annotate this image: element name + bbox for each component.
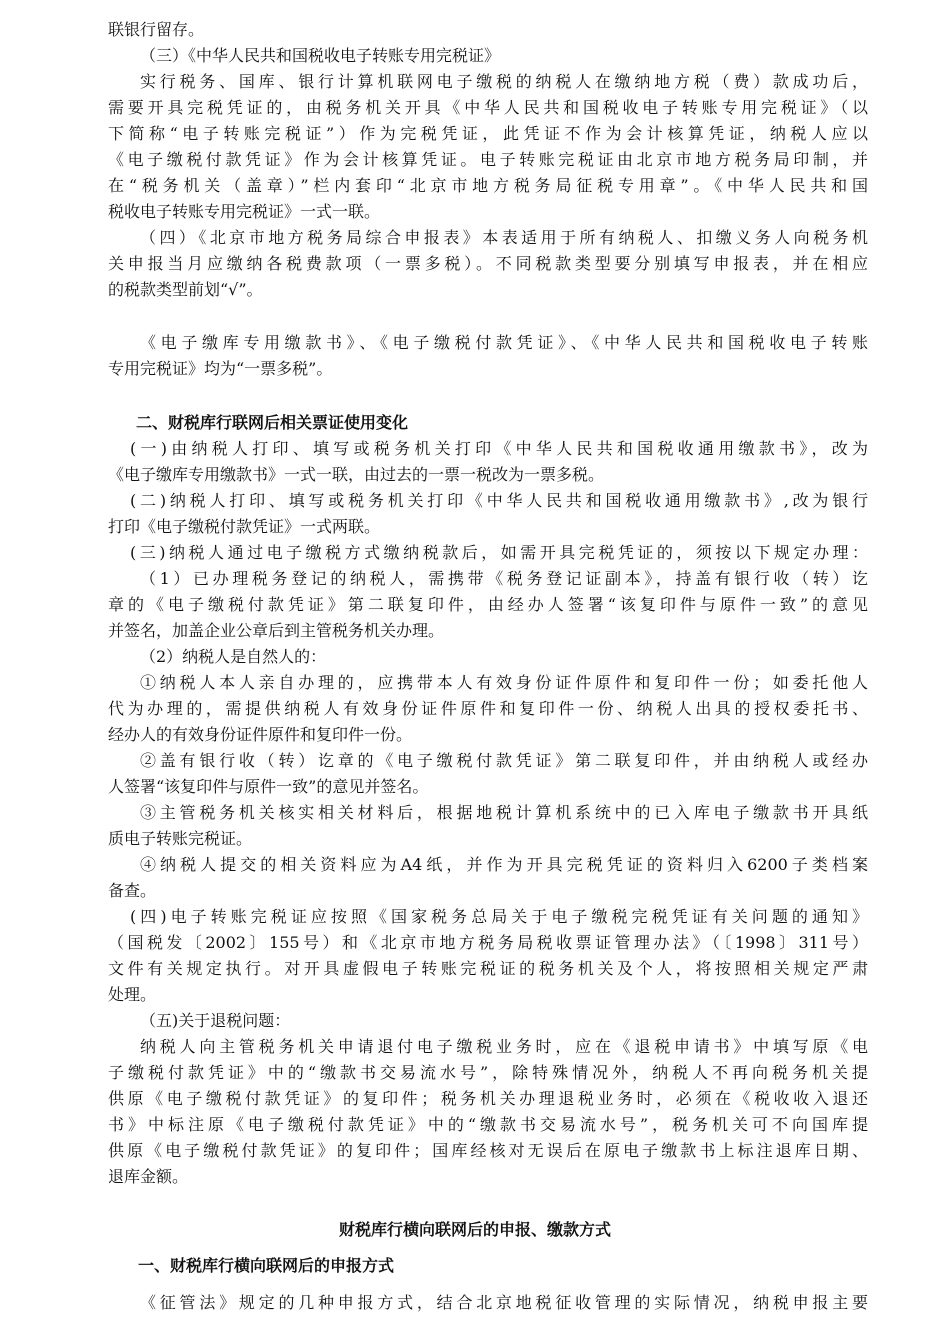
text-line: ③主管税务机关核实相关材料后，根据地税计算机系统中的已入库电子缴款书开具纸 — [140, 803, 868, 822]
text-line: （四）《北京市地方税务局综合申报表》本表适用于所有纳税人、扣缴义务人向税务机 — [140, 228, 868, 247]
text-line: （国税发〔2002〕155号）和《北京市地方税务局税收票证管理办法》（〔1998〕311号） — [108, 933, 868, 952]
text-line: 人签署“该复印件与原件一致”的意见并签名。 — [108, 777, 429, 796]
text-line: ②盖有银行收（转）讫章的《电子缴税付款凭证》第二联复印件，并由纳税人或经办 — [140, 751, 868, 770]
document-title: 财税库行横向联网后的申报、缴款方式 — [338, 1220, 611, 1239]
text-line: 退库金额。 — [108, 1167, 189, 1186]
text-line: 子缴税付款凭证》中的“缴款书交易流水号”，除特殊情况外，纳税人不再向税务机关提 — [108, 1063, 868, 1082]
text-line: 下简称“电子转账完税证”）作为完税凭证，此凭证不作为会计核算凭证，纳税人应以 — [108, 124, 868, 143]
text-line: （2）纳税人是自然人的： — [140, 647, 327, 666]
text-line: 质电子转账完税证。 — [108, 829, 253, 848]
text-line: 文件有关规定执行。对开具虚假电子转账完税证的税务机关及个人，将按照相关规定严肃 — [108, 959, 868, 978]
text-line: 联银行留存。 — [108, 20, 205, 39]
text-line: （1）已办理税务登记的纳税人，需携带《税务登记证副本》，持盖有银行收（转）讫 — [140, 569, 868, 588]
section-heading: 二、财税库行联网后相关票证使用变化 — [136, 413, 409, 432]
text-line: 《征管法》规定的几种申报方式，结合北京地税征收管理的实际情况，纳税申报主要 — [140, 1293, 868, 1312]
text-line: (四)电子转账完税证应按照《国家税务总局关于电子缴税完税凭证有关问题的通知》 — [130, 907, 868, 926]
text-line: (二)纳税人打印、填写或税务机关打印《中华人民共和国税收通用缴款书》,改为银行 — [130, 491, 868, 510]
subsection-heading: （三）《中华人民共和国税收电子转账专用完税证》 — [140, 46, 501, 65]
text-line: 实行税务、国库、银行计算机联网电子缴税的纳税人在缴纳地方税（费）款成功后， — [140, 72, 868, 91]
text-line: 的税款类型前划“√”。 — [108, 280, 263, 299]
text-line: 供原《电子缴税付款凭证》的复印件；税务机关办理退税业务时，必须在《税收收入退还 — [108, 1089, 868, 1108]
section-heading: 一、财税库行横向联网后的申报方式 — [138, 1256, 395, 1275]
text-line: 《电子缴库专用缴款书》一式一联，由过去的一票一税改为一票多税。 — [108, 465, 605, 484]
text-line: 在“税务机关（盖章）”栏内套印“北京市地方税务局征税专用章”。《中华人民共和国 — [108, 176, 868, 195]
text-line: 税收电子转账专用完税证》一式一联。 — [108, 202, 381, 221]
text-line: 章的《电子缴税付款凭证》第二联复印件，由经办人签署“该复印件与原件一致”的意见 — [108, 595, 868, 614]
text-line: 纳税人向主管税务机关申请退付电子缴税业务时，应在《退税申请书》中填写原《电 — [140, 1037, 868, 1056]
text-line: ④纳税人提交的相关资料应为A4纸，并作为开具完税凭证的资料归入6200子类档案 — [140, 855, 868, 874]
text-line: 关申报当月应缴纳各税费款项（一票多税）。不同税款类型要分别填写申报表，并在相应 — [108, 254, 868, 273]
text-line: 备查。 — [108, 881, 157, 900]
text-line: (三)纳税人通过电子缴税方式缴纳税款后，如需开具完税凭证的，须按以下规定办理： — [130, 543, 868, 562]
text-line: 专用完税证》均为“一票多税”。 — [108, 359, 333, 378]
text-line: 需要开具完税凭证的，由税务机关开具《中华人民共和国税收电子转账专用完税证》（以 — [108, 98, 868, 117]
text-line: 并签名，加盖企业公章后到主管税务机关办理。 — [108, 621, 445, 640]
text-line: 供原《电子缴税付款凭证》的复印件；国库经核对无误后在原电子缴款书上标注退库日期、 — [108, 1141, 868, 1160]
text-line: 处理。 — [108, 985, 157, 1004]
text-line: 书》中标注原《电子缴税付款凭证》中的“缴款书交易流水号”，税务机关可不向国库提 — [108, 1115, 868, 1134]
text-line: 代为办理的，需提供纳税人有效身份证件原件和复印件一份、纳税人出具的授权委托书、 — [108, 699, 868, 718]
text-line: 经办人的有效身份证件原件和复印件一份。 — [108, 725, 413, 744]
text-line: （五)关于退税问题： — [140, 1011, 291, 1030]
text-line: ①纳税人本人亲自办理的，应携带本人有效身份证件原件和复印件一份；如委托他人 — [140, 673, 868, 692]
text-line: 《电子缴库专用缴款书》、《电子缴税付款凭证》、《中华人民共和国税收电子转账 — [140, 333, 868, 352]
text-line: 《电子缴税付款凭证》作为会计核算凭证。电子转账完税证由北京市地方税务局印制，并 — [108, 150, 868, 169]
text-line: (一)由纳税人打印、填写或税务机关打印《中华人民共和国税收通用缴款书》，改为 — [130, 439, 868, 458]
text-line: 打印《电子缴税付款凭证》一式两联。 — [108, 517, 381, 536]
